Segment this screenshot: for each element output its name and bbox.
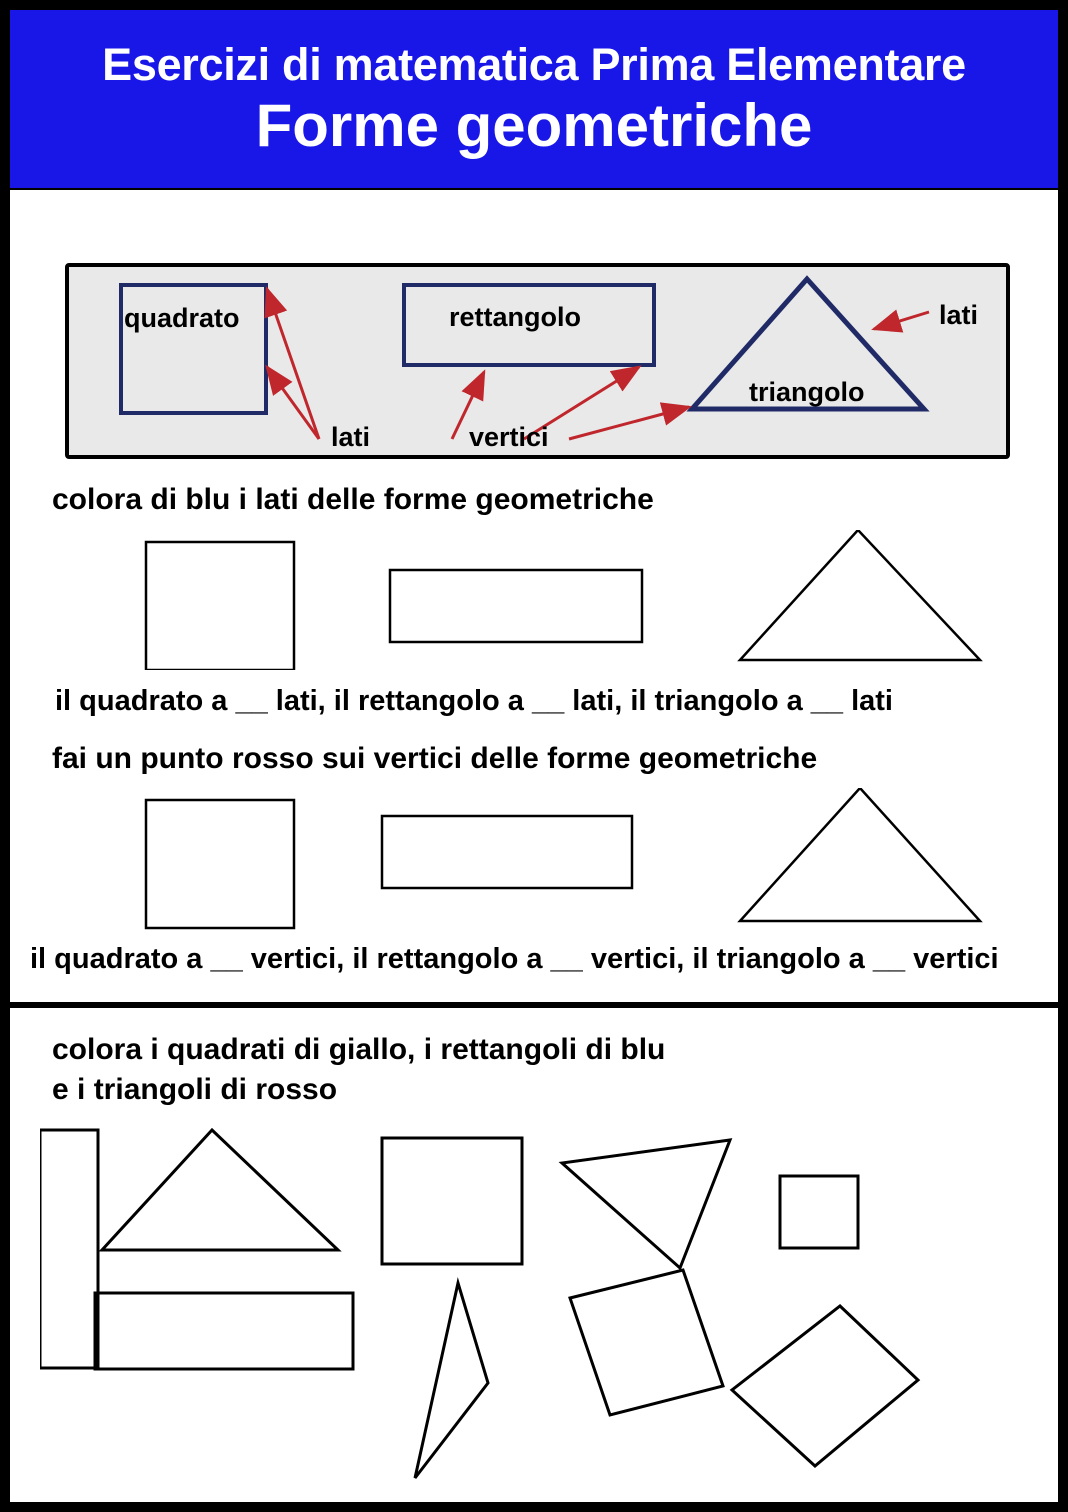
shape-triangle — [102, 1130, 338, 1250]
shape-rectangle — [95, 1293, 353, 1369]
legend-label-rectangle: rettangolo — [449, 302, 581, 332]
shape-square — [146, 800, 294, 928]
shape-rectangle — [390, 570, 642, 642]
exercise3-instruction-line1: colora i quadrati di giallo, i rettangoli di blu — [52, 1033, 666, 1066]
shape-square — [780, 1176, 858, 1248]
exercise1-shapes — [50, 530, 1050, 670]
shape-square — [732, 1306, 918, 1466]
shape-triangle — [562, 1140, 730, 1268]
shape-rectangle — [382, 816, 632, 888]
shape-rectangle — [40, 1130, 98, 1368]
exercise3-shapes — [40, 1118, 1040, 1498]
exercise1-instruction: colora di blu i lati delle forme geometriche — [52, 483, 654, 516]
top-panel — [10, 190, 1058, 1002]
shape-triangle — [740, 788, 980, 921]
shape-triangle — [740, 530, 980, 660]
shape-rectangle — [570, 1270, 723, 1415]
exercise1-answer-line: il quadrato a __ lati, il rettangolo a __ lati, il triangolo a __ lati — [55, 685, 893, 717]
legend-label-sides-right: lati — [939, 300, 979, 330]
shape-square — [146, 542, 294, 670]
page-header — [10, 10, 1058, 188]
legend-label-square: quadrato — [124, 303, 240, 333]
exercise2-instruction: fai un punto rosso sui vertici delle forme geometriche — [52, 742, 818, 775]
bottom-panel — [10, 1008, 1058, 1502]
exercise2-answer-line: il quadrato a __ vertici, il rettangolo a __ vertici, il triangolo a __ vertici — [30, 943, 999, 975]
exercise3-instruction-line2: e i triangoli di rosso — [52, 1073, 338, 1106]
page-title: Forme geometriche — [255, 92, 813, 160]
shape-triangle — [415, 1283, 488, 1478]
legend-label-sides-bottom: lati — [331, 422, 371, 452]
legend-box — [65, 263, 1010, 459]
legend-label-triangle: triangolo — [749, 377, 865, 407]
legend-label-vertices: vertici — [469, 422, 549, 452]
exercise2-shapes — [50, 788, 1050, 933]
shape-square — [382, 1138, 522, 1264]
header-subtitle: Esercizi di matematica Prima Elementare — [102, 38, 966, 90]
